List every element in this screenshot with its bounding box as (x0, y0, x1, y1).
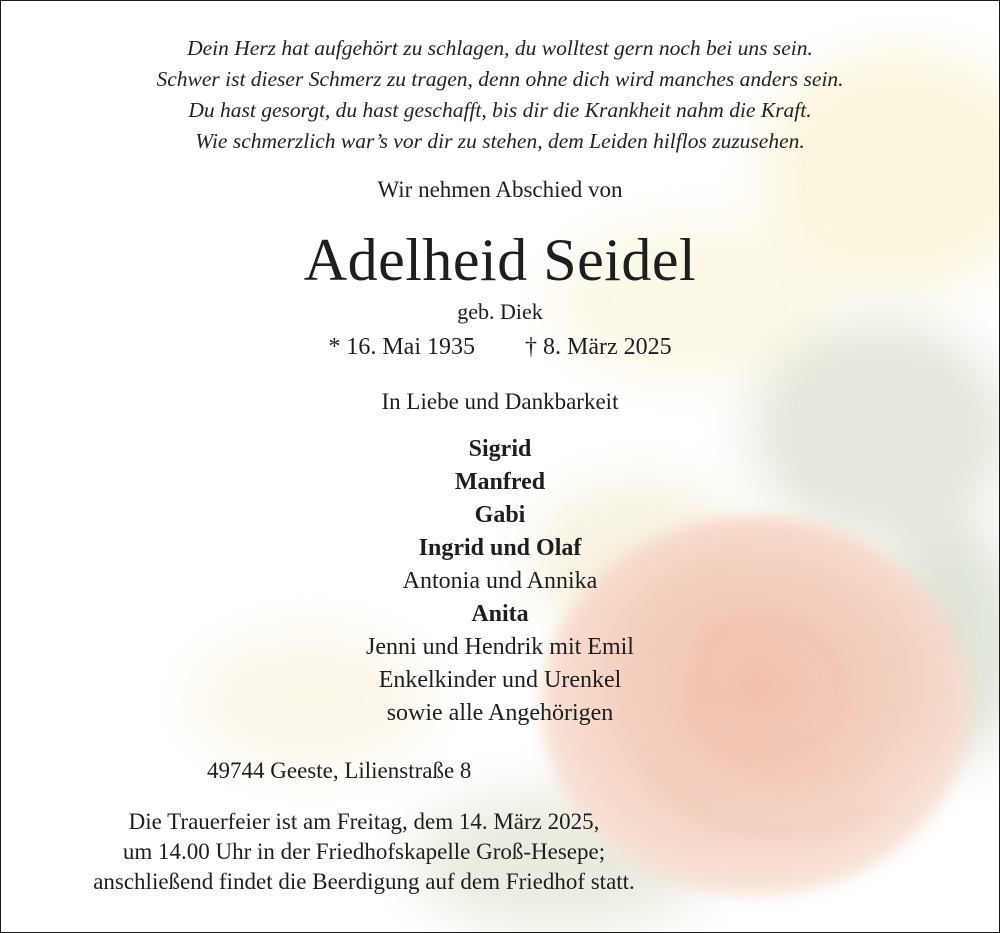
mourner-line: Antonia und Annika (402, 568, 598, 594)
poem-line: Dein Herz hat aufgehört zu schlagen, du wolltest gern noch bei uns sein. (187, 36, 813, 60)
poem-line: Wie schmerzlich war’s vor dir zu stehen, dem Leiden hilflos zuzusehen. (195, 129, 805, 153)
mourners-list (1, 433, 999, 730)
maiden-name: geb. Diek (457, 299, 543, 324)
service-line: anschließend findet die Beerdigung auf dem Friedhof statt. (93, 869, 635, 894)
mourner-line: Ingrid und Olaf (418, 535, 582, 561)
poem (1, 33, 999, 157)
thanks-line: In Liebe und Dankbarkeit (381, 389, 619, 414)
poem-line: Du hast gesorgt, du hast geschafft, bis dir die Krankheit nahm die Kraft. (188, 98, 812, 122)
mourner-line: Manfred (454, 469, 546, 495)
mourner-line: Anita (471, 601, 529, 627)
life-dates (1, 334, 999, 361)
mourner-line: Enkelkinder und Urenkel (378, 667, 622, 693)
address: 49744 Geeste, Lilienstraße 8 (207, 758, 472, 783)
service-line: um 14.00 Uhr in der Friedhofskapelle Groß-Hesepe; (122, 839, 606, 864)
mourner-line: sowie alle Angehörigen (386, 700, 614, 726)
mourner-line: Sigrid (468, 436, 532, 462)
service-line: Die Trauerfeier ist am Freitag, dem 14. März 2025, (128, 809, 600, 834)
intro-text: Wir nehmen Abschied von (377, 177, 623, 202)
service-info (1, 807, 727, 897)
deceased-name: Adelheid Seidel (303, 227, 697, 293)
poem-line: Schwer ist dieser Schmerz zu tragen, denn ohne dich wird manches anders sein. (156, 67, 844, 91)
mourner-line: Jenni und Hendrik mit Emil (366, 634, 634, 660)
mourner-line: Gabi (474, 502, 526, 528)
birth-date: * 16. Mai 1935 (328, 334, 476, 360)
death-date: † 8. März 2025 (525, 334, 672, 360)
